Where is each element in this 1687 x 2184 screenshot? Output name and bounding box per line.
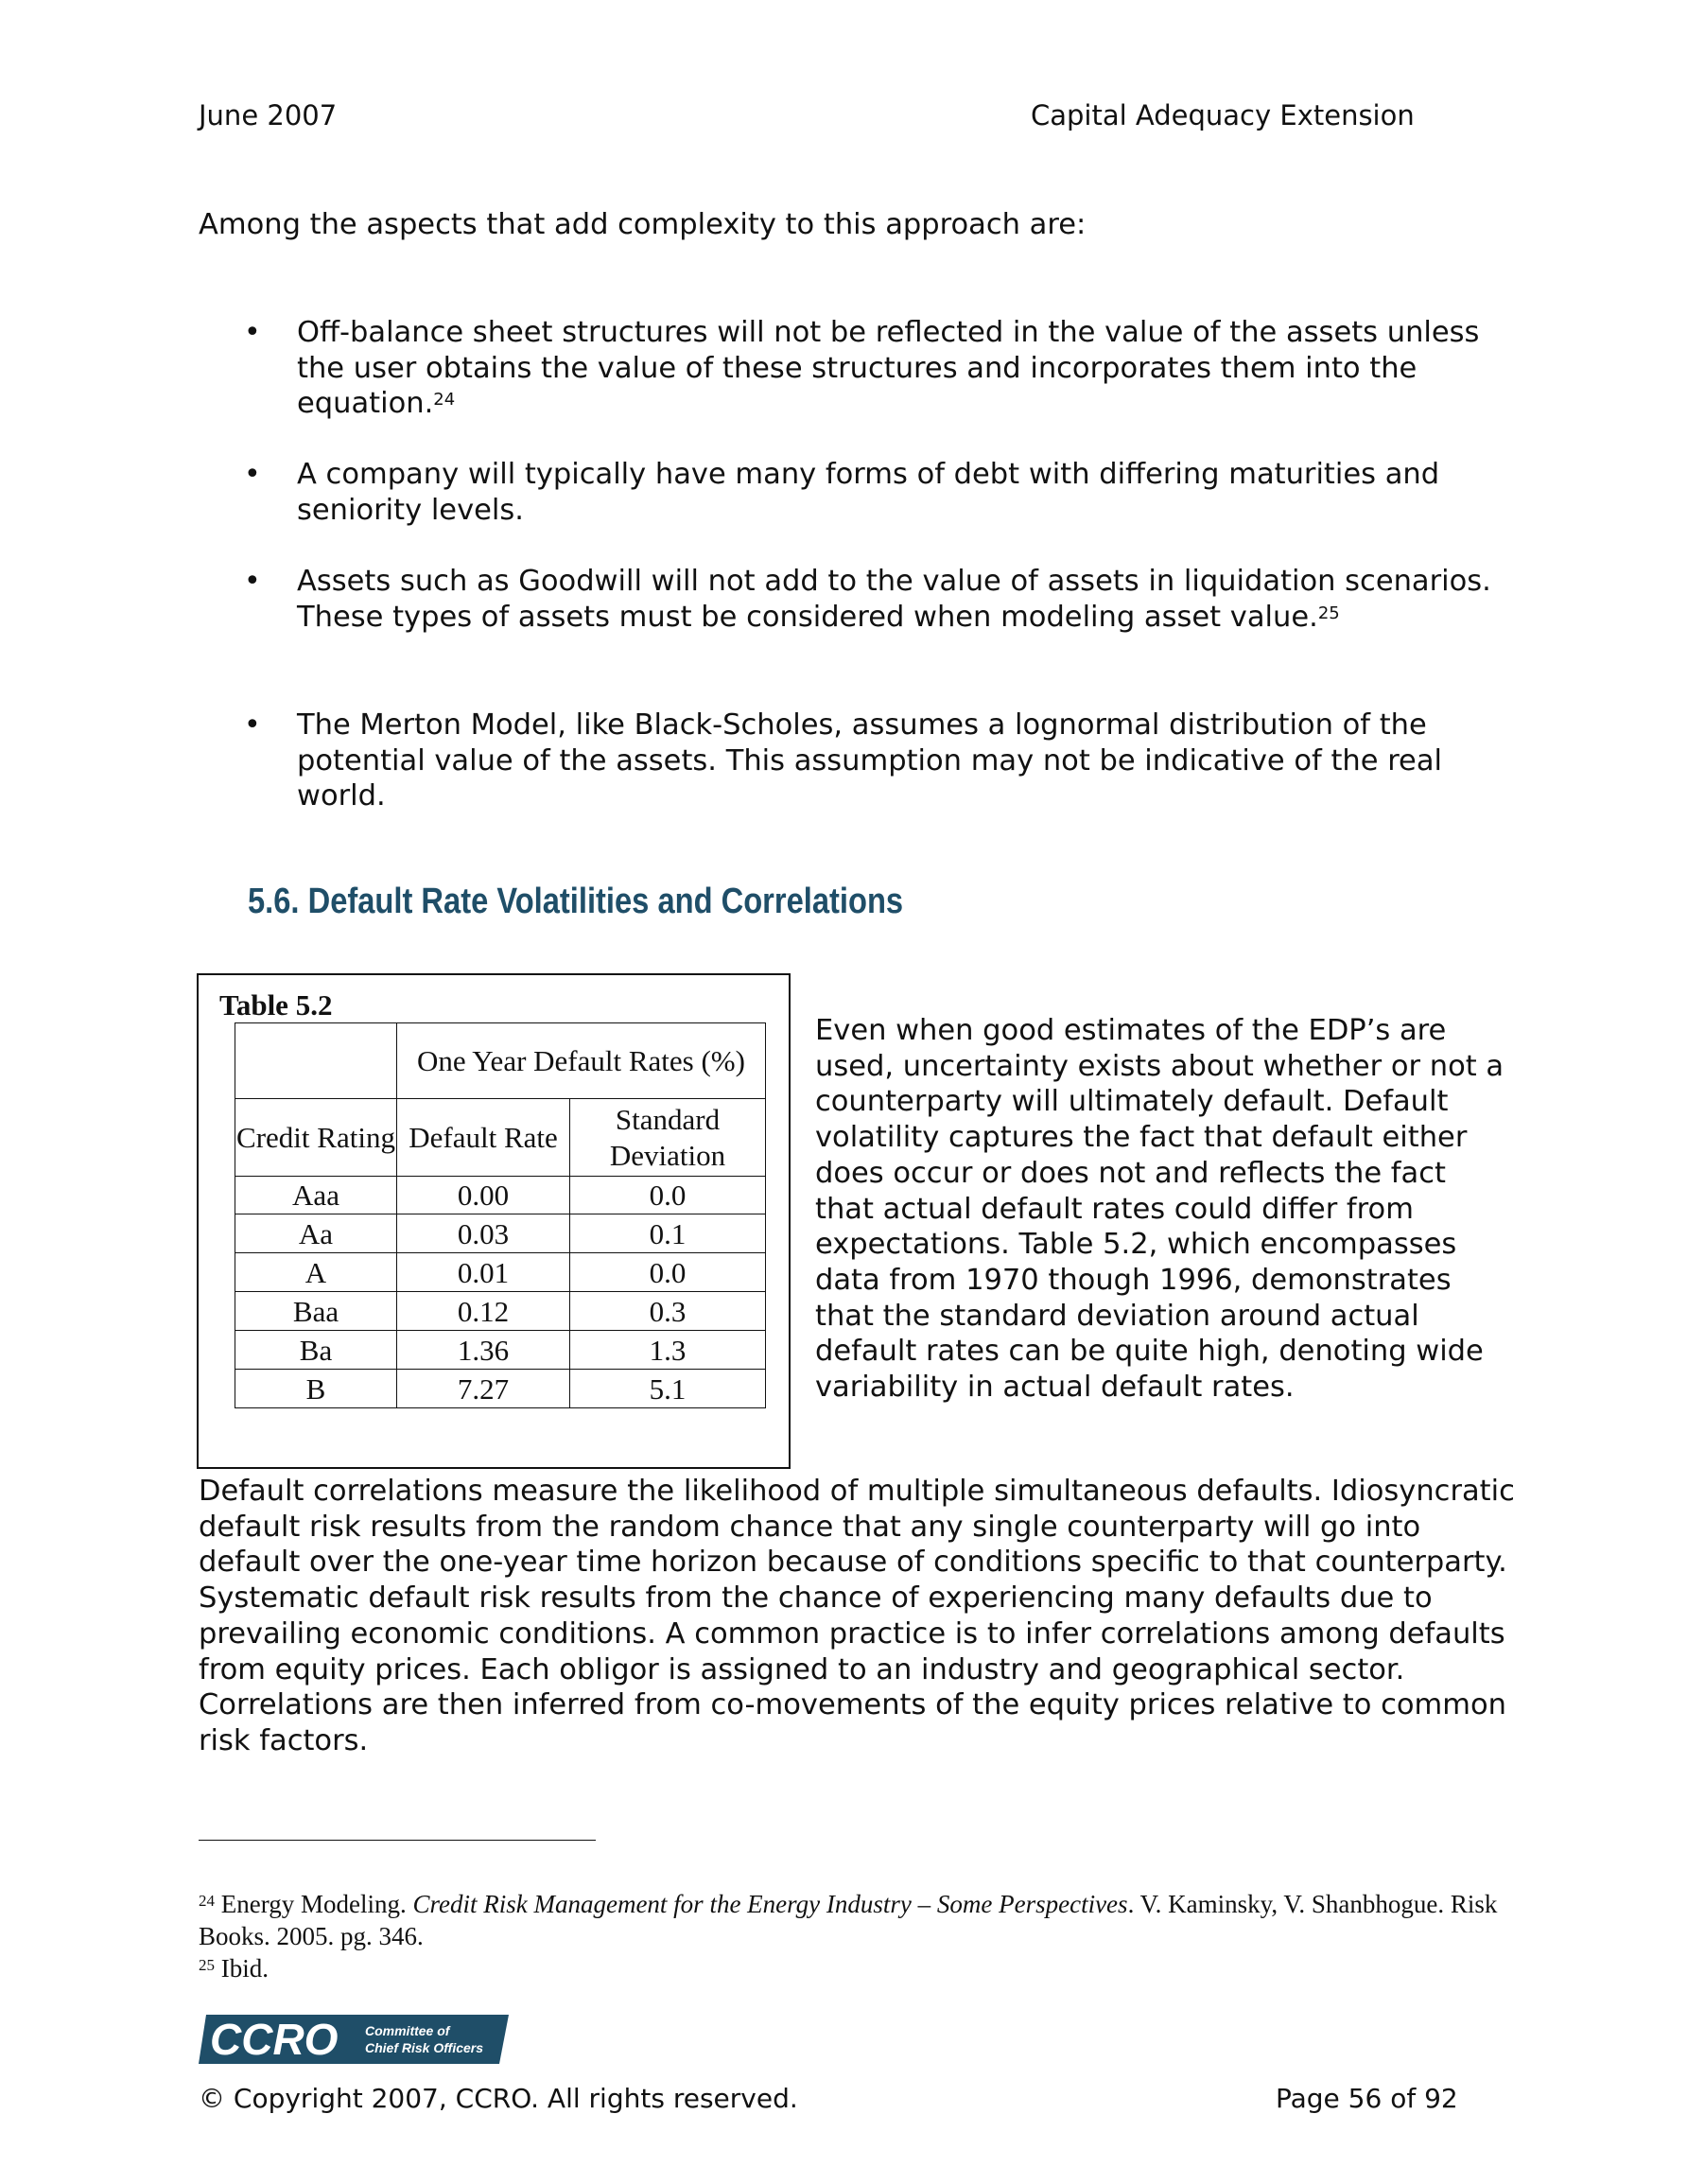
cell-sd: 0.0	[570, 1177, 766, 1214]
cell-sd: 0.1	[570, 1214, 766, 1253]
cell-sd: 5.1	[570, 1370, 766, 1408]
table-row	[235, 1292, 766, 1331]
table-row	[235, 1370, 766, 1408]
table-header-empty	[235, 1023, 397, 1099]
logo-line1: Committee of	[365, 2023, 450, 2038]
table-column-header-row	[235, 1099, 766, 1177]
table-header-row	[235, 1023, 766, 1099]
cell-sd: 0.0	[570, 1253, 766, 1292]
table-row	[235, 1331, 766, 1370]
table-row	[235, 1214, 766, 1253]
bullet-item: A company will typically have many forms of debt with differing maturities and seniority levels.	[297, 458, 1440, 527]
cell-rate: 7.27	[397, 1370, 570, 1408]
cell-rate: 1.36	[397, 1331, 570, 1370]
cell-sd: 1.3	[570, 1331, 766, 1370]
footnote-24: $^{24}$ Energy Modeling. Credit Risk Management for the Energy Industry – Some Perspectives. V. Kaminsky, V. Shanbhogue. Risk Books. 2005. pg. 346.	[199, 1890, 1498, 1950]
footnote-25: $^{25}$ Ibid.	[199, 1954, 269, 1983]
bullet-marker: •	[244, 316, 261, 349]
cell-rating: Aa	[235, 1214, 397, 1253]
footnote-separator	[199, 1840, 596, 1841]
table-group-header: One Year Default Rates (%)	[397, 1023, 766, 1099]
volatility-paragraph: Even when good estimates of the EDP’s are used, uncertainty exists about whether or not a counterparty will ultimately default. Default volatility captures the fact that default either does occur or does not and reflects the fact that actual default rates could differ from expectations. Table 5.2, which encompasses data from 1970 though 1996, demonstrates that the standard deviation around actual default rates can be quite high, denoting wide variability in actual default rates.	[815, 1014, 1504, 1405]
footnote-ref[interactable]: 24	[433, 390, 456, 410]
bullet-item: Assets such as Goodwill will not add to the value of assets in liquidation scenarios. These types of assets must be considered when modeling asset value.$^{25}$	[297, 565, 1491, 634]
table-row	[235, 1253, 766, 1292]
footer-copyright: © Copyright 2007, CCRO. All rights reserved.	[199, 2083, 798, 2114]
section-heading: 5.6. Default Rate Volatilities and Correlations	[248, 882, 904, 921]
table-row	[235, 1177, 766, 1214]
footnote-ref[interactable]: 25	[1317, 603, 1340, 623]
cell-rating: Baa	[235, 1292, 397, 1331]
cell-rate: 0.12	[397, 1292, 570, 1331]
footnote-number: 24	[199, 1892, 215, 1910]
footnotes	[199, 1888, 1522, 1984]
intro-paragraph: Among the aspects that add complexity to this approach are:	[199, 208, 1087, 241]
footnote-title: Credit Risk Management for the Energy Industry – Some Perspectives	[412, 1890, 1128, 1918]
header-date: June 2007	[199, 99, 338, 131]
bullet-item: Off-balance sheet structures will not be reflected in the value of the assets unless the user obtains the value of these structures and incorporates them into the equation.$^{24}$	[297, 316, 1480, 420]
logo-mark: CCRO	[210, 2015, 339, 2064]
cell-rating: B	[235, 1370, 397, 1408]
ccro-logo	[199, 2013, 509, 2066]
footnote-number: 25	[199, 1956, 215, 1974]
column-header-rating: Credit Rating	[235, 1099, 397, 1177]
header-title: Capital Adequacy Extension	[1031, 99, 1415, 131]
table-caption: Table 5.2	[219, 988, 333, 1022]
cell-sd: 0.3	[570, 1292, 766, 1331]
correlation-paragraph: Default correlations measure the likelihood of multiple simultaneous defaults. Idiosyncratic default risk results from the random chance that any single counterparty will go into default over the one-year time horizon because of conditions specific to that counterparty. Systematic default risk results from the chance of experiencing many defaults due to prevailing economic conditions. A common practice is to infer correlations among defaults from equity prices. Each obligor is assigned to an industry and geographical sector. Correlations are then inferred from co-movements of the equity prices relative to common risk factors.	[199, 1475, 1515, 1757]
cell-rating: Ba	[235, 1331, 397, 1370]
bullet-marker: •	[244, 565, 261, 598]
column-header-rate: Default Rate	[397, 1099, 570, 1177]
cell-rate: 0.00	[397, 1177, 570, 1214]
cell-rate: 0.03	[397, 1214, 570, 1253]
logo-line2: Chief Risk Officers	[365, 2040, 484, 2055]
bullet-marker: •	[244, 458, 261, 491]
cell-rating: A	[235, 1253, 397, 1292]
bullet-marker: •	[244, 708, 261, 742]
footer-page-number: Page 56 of 92	[1276, 2083, 1458, 2114]
default-rate-table	[235, 1022, 766, 1408]
bullet-item: The Merton Model, like Black-Scholes, assumes a lognormal distribution of the potential value of the assets. This assumption may not be indicative of the real world.	[297, 708, 1442, 812]
cell-rating: Aaa	[235, 1177, 397, 1214]
cell-rate: 0.01	[397, 1253, 570, 1292]
column-header-sd: Standard Deviation	[570, 1099, 766, 1177]
